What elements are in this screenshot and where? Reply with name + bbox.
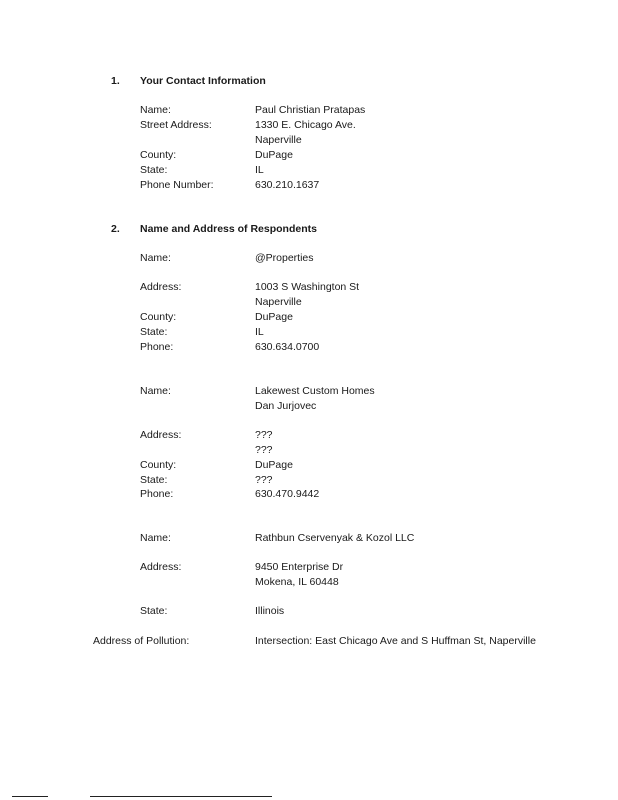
respondent-1-phone: 630.634.0700: [255, 341, 320, 353]
respondent-2-address-line1: ???: [255, 429, 273, 441]
respondent-2-address-line2: ???: [255, 444, 273, 456]
respondent-2-state: ???: [255, 474, 273, 486]
section-2-heading: Name and Address of Respondents: [140, 223, 317, 235]
contact-city-value: Naperville: [255, 134, 302, 146]
respondent-1-address-line1: 1003 S Washington St: [255, 281, 360, 293]
respondent-1-state: IL: [255, 326, 264, 338]
respondent-3-name-label: Name:: [140, 532, 171, 544]
respondent-1-address-label: Address:: [140, 281, 182, 293]
respondent-1-county: DuPage: [255, 311, 293, 323]
respondent-1-county-label: County:: [140, 311, 177, 323]
respondent-2-phone-label: Phone:: [140, 488, 174, 500]
footer-rule-middle: [90, 796, 272, 797]
section-1-heading: Your Contact Information: [140, 75, 266, 87]
footer-rule-left: [12, 796, 48, 797]
respondent-2-name-label: Name:: [140, 385, 171, 397]
respondent-3-name: Rathbun Cservenyak & Kozol LLC: [255, 532, 415, 544]
contact-street-value: 1330 E. Chicago Ave.: [255, 119, 356, 131]
respondent-3-address-line2: Mokena, IL 60448: [255, 576, 339, 588]
contact-phone-value: 630.210.1637: [255, 179, 320, 191]
section-1-number: 1.: [111, 75, 120, 87]
respondent-1-phone-label: Phone:: [140, 341, 174, 353]
pollution-address-label: Address of Pollution:: [93, 635, 190, 647]
respondent-3-address-label: Address:: [140, 561, 182, 573]
section-2-number: 2.: [111, 223, 120, 235]
respondent-2-county-label: County:: [140, 459, 177, 471]
contact-name-value: Paul Christian Pratapas: [255, 104, 366, 116]
respondent-2-name: Lakewest Custom Homes: [255, 385, 375, 397]
contact-street-label: Street Address:: [140, 119, 212, 131]
respondent-1-state-label: State:: [140, 326, 168, 338]
respondent-2-contact: Dan Jurjovec: [255, 400, 317, 412]
respondent-2-phone: 630.470.9442: [255, 488, 320, 500]
contact-county-label: County:: [140, 149, 177, 161]
respondent-1-address-line2: Naperville: [255, 296, 302, 308]
contact-county-value: DuPage: [255, 149, 293, 161]
respondent-1-name-label: Name:: [140, 252, 171, 264]
contact-phone-label: Phone Number:: [140, 179, 214, 191]
contact-name-label: Name:: [140, 104, 171, 116]
respondent-3-state: Illinois: [255, 605, 285, 617]
contact-state-value: IL: [255, 164, 264, 176]
respondent-3-state-label: State:: [140, 605, 168, 617]
respondent-2-county: DuPage: [255, 459, 293, 471]
respondent-2-address-label: Address:: [140, 429, 182, 441]
respondent-3-address-line1: 9450 Enterprise Dr: [255, 561, 344, 573]
contact-state-label: State:: [140, 164, 168, 176]
respondent-1-name: @Properties: [255, 252, 314, 264]
pollution-address-value: Intersection: East Chicago Ave and S Huffman St, Naperville: [255, 635, 536, 647]
respondent-2-state-label: State:: [140, 474, 168, 486]
